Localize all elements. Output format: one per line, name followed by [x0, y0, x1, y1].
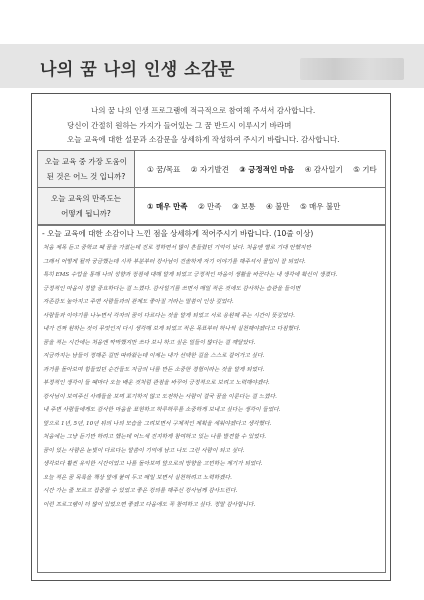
handwriting-line: 생각보다 훨씬 유익한 시간이었고 나를 돌아보며 앞으로의 방향을 고민하는 계기가 되었다. [43, 461, 263, 467]
option-gratitude-diary[interactable]: ④ 감사일기 [304, 164, 343, 174]
intro-line: 당신이 간절히 원하는 가지가 들어있는 그 꿈 반드시 이루시기 바라며 [67, 120, 292, 130]
handwriting-line: 처음 제목 듣고 중학교 때 꿈을 가졌는데 진로 정하면서 많이 흔들렸던 기억이 났다. 처음엔 별로 기대 안했지만 [43, 245, 311, 251]
question-row [38, 188, 386, 225]
question-options [135, 188, 386, 225]
option-neutral[interactable]: ③ 보통 [231, 201, 256, 211]
handwriting-line: 특히 EMS 수업을 통해 나의 성향과 장점에 대해 알게 되었고 긍정적인 마음이 생활을 바꾼다는 내 생각에 확신이 생겼다. [43, 272, 338, 278]
question-label-line: 된 것은 어느 것 입니까? [46, 172, 126, 181]
option-dissatisfied[interactable]: ④ 불만 [265, 201, 290, 211]
free-text-label: - 오늘 교육에 대한 소감이나 느낀 점을 상세하게 적어주시기 바랍니다. (10줄 이상) [42, 229, 314, 238]
option-self-discovery[interactable]: ② 자기발견 [190, 164, 229, 174]
option-positive-mind[interactable]: ③ 긍정적인 마음 [239, 164, 295, 174]
question-label-line: 오늘 교육의 만족도는 [51, 194, 121, 203]
handwriting-line: 앞으로 1년, 5년, 10년 뒤의 나의 모습을 그려보면서 구체적인 계획을 세워야겠다고 생각했다. [43, 420, 272, 427]
handwriting-line: 지금까지는 남들이 정해준 길만 따라왔는데 이제는 내가 선택한 길을 스스로 걸어가고 싶다. [43, 353, 265, 359]
handwriting-line: 자존감도 높아지고 주변 사람들과의 관계도 좋아질 거라는 말씀이 인상 깊었다. [43, 299, 234, 305]
question-label [38, 188, 135, 225]
intro-text [31, 104, 391, 148]
handwriting-line: 과거를 돌아보며 힘들었던 순간들도 지금의 나를 만든 소중한 경험이라는 것을 알게 되었다. [43, 366, 265, 373]
handwriting-line: 오늘 적은 꿈 목록을 책상 앞에 붙여 두고 매일 보면서 실천하려고 노력하겠다. [43, 474, 232, 481]
intro-line: 오늘 교육에 대한 설문과 소감문을 상세하게 작성하여 주시기 바랍니다. 감사합니다. [67, 135, 340, 144]
page-title: 나의 꿈 나의 인생 소감문 [40, 60, 235, 80]
intro-line: 나의 꿈 나의 인생 프로그램에 적극적으로 참여해 주셔서 감사합니다. [91, 106, 316, 115]
handwriting-line: 강사님이 보여주신 사례들을 보며 포기하지 않고 도전하는 사람이 결국 꿈을 이룬다는 걸 느꼈다. [43, 393, 277, 400]
option-other[interactable]: ⑤ 기타 [353, 164, 377, 174]
free-text-box [37, 225, 386, 573]
option-satisfied[interactable]: ② 만족 [197, 201, 222, 211]
handwriting-line: 부정적인 생각이 들 때마다 오늘 배운 것처럼 관점을 바꾸어 긍정적으로 보려고 노력해야겠다. [43, 380, 270, 386]
handwriting-line: 그래서 어떻게 될까 궁금했는데 시작 부분부터 강사님이 진솔하게 자기 이야기를 해주셔서 몰입이 잘 되었다. [43, 258, 306, 265]
question-options [135, 151, 386, 188]
handwriting-line: 사람들과 이야기를 나누면서 각자의 꿈이 다르다는 것을 알게 되었고 서로 응원해 주는 시간이 뜻깊었다. [43, 312, 295, 319]
option-very-satisfied[interactable]: ① 매우 만족 [147, 201, 188, 211]
handwriting-line: 내가 진짜 원하는 것이 무엇인지 다시 생각해 보게 되었고 작은 목표부터 하나씩 실천해야겠다고 다짐했다. [43, 326, 301, 332]
question-label-line: 어떻게 됩니까? [61, 209, 111, 218]
handwriting-line: 꿈을 적는 시간에는 처음엔 막막했지만 쓰다 보니 하고 싶은 일들이 많다는 걸 깨달았다. [43, 339, 256, 346]
handwriting-line: 긍정적인 마음이 정말 중요하다는 걸 느꼈다. 감사일기를 쓰면서 매일 작은 것에도 감사하는 습관을 들이면 [43, 285, 301, 292]
option-very-dissatisfied[interactable]: ⑤ 매우 불만 [299, 201, 341, 211]
handwriting-line: 시간 가는 줄 모르고 집중할 수 있었고 좋은 강의를 해주신 강사님께 감사드린다. [43, 488, 238, 494]
question-label-line: 오늘 교육 중 가장 도움이 [45, 157, 127, 166]
question-label [38, 151, 135, 188]
question-row [38, 151, 386, 188]
handwriting-line: 이런 프로그램이 더 많이 있었으면 좋겠고 다음에도 꼭 참여하고 싶다. 정말 감사합니다. [43, 501, 256, 508]
handwritten-response [43, 242, 381, 512]
handwriting-line: 처음에는 그냥 듣기만 하려고 했는데 어느새 진지하게 참여하고 있는 나를 발견할 수 있었다. [43, 434, 267, 440]
option-dream-goal[interactable]: ① 꿈/목표 [147, 164, 181, 174]
survey-table [37, 150, 386, 225]
handwriting-line: 꿈이 있는 사람은 눈빛이 다르다는 말씀이 기억에 남고 나도 그런 사람이 되고 싶다. [43, 447, 245, 454]
redacted-logo [300, 58, 404, 80]
handwriting-line: 내 주변 사람들에게도 감사한 마음을 표현하고 하루하루를 소중하게 보내고 싶다는 생각이 들었다. [43, 407, 281, 413]
